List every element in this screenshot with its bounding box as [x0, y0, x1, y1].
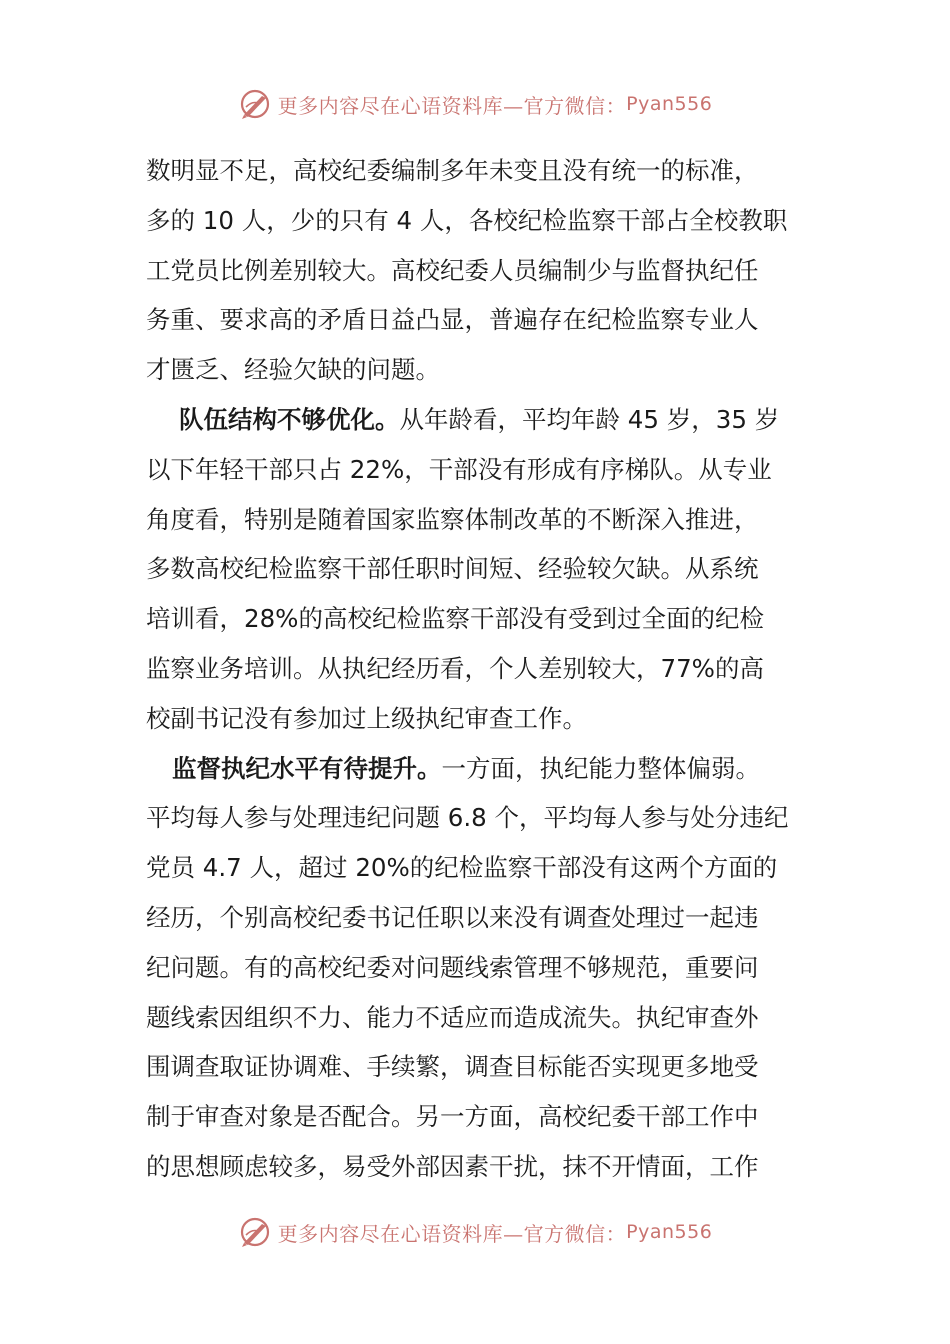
paragraph-2	[146, 395, 826, 744]
text-line: 培训看，28%的高校纪检监察干部没有受到过全面的纪检	[146, 604, 764, 634]
watermark-text: 更多内容尽在心语资料库—官方微信：	[277, 1221, 627, 1246]
paragraph-heading: 监督执纪水平有待提升。	[172, 753, 442, 783]
text-line: 经历，个别高校纪委书记任职以来没有调查处理过一起违	[146, 902, 759, 932]
text-line: 工党员比例差别较大。高校纪委人员编制少与监督执纪任	[146, 255, 759, 285]
text-line: 制于审查对象是否配合。另一方面，高校纪委干部工作中	[146, 1102, 759, 1132]
text-line: 题线索因组织不力、能力不适应而造成流失。执纪审查外	[146, 1002, 759, 1032]
text-line: 平均每人参与处理违纪问题 6.8 个，平均每人参与处分违纪	[146, 803, 789, 833]
document-body	[146, 146, 826, 1192]
paragraph-heading: 队伍结构不够优化。	[179, 404, 400, 434]
text-line: 纪问题。有的高校纪委对问题线索管理不够规范，重要问	[146, 952, 759, 982]
header-watermark	[0, 84, 950, 124]
text-line: 校副书记没有参加过上级执纪审查工作。	[146, 703, 587, 733]
text-run: 一方面，执纪能力整体偏弱。	[441, 753, 760, 783]
text-line: 角度看，特别是随着国家监察体制改革的不断深入推进，	[146, 504, 759, 534]
text-line: 才匮乏、经验欠缺的问题。	[146, 355, 440, 385]
text-line	[146, 395, 826, 445]
text-line: 监察业务培训。从执纪经历看，个人差别较大，77%的高	[146, 653, 764, 683]
text-line: 党员 4.7 人，超过 20%的纪检监察干部没有这两个方面的	[146, 853, 778, 883]
text-line: 多的 10 人，少的只有 4 人，各校纪检监察干部占全校教职	[146, 205, 788, 235]
watermark-wechat-id: Pyan556	[626, 1221, 713, 1243]
text-line: 务重、要求高的矛盾日益凸显，普遍存在纪检监察专业人	[146, 305, 759, 335]
text-run: 从年龄看，平均年龄 45 岁，35 岁	[399, 404, 780, 434]
text-line: 多数高校纪检监察干部任职时间短、经验较欠缺。从系统	[146, 554, 759, 584]
text-line	[146, 744, 826, 794]
watermark-text: 更多内容尽在心语资料库—官方微信：	[277, 93, 627, 118]
text-line: 以下年轻干部只占 22%，干部没有形成有序梯队。从专业	[146, 454, 772, 484]
paragraph-1	[146, 146, 826, 395]
pen-logo-icon	[238, 1215, 272, 1249]
pen-logo-icon	[238, 87, 272, 121]
text-line: 数明显不足，高校纪委编制多年未变且没有统一的标准，	[146, 156, 759, 185]
text-line: 的思想顾虑较多，易受外部因素干扰，抹不开情面，工作	[146, 1151, 759, 1181]
footer-watermark	[0, 1212, 950, 1252]
paragraph-3	[146, 744, 826, 1192]
text-line: 围调查取证协调难、手续繁，调查目标能否实现更多地受	[146, 1052, 759, 1082]
watermark-wechat-id: Pyan556	[626, 93, 713, 115]
